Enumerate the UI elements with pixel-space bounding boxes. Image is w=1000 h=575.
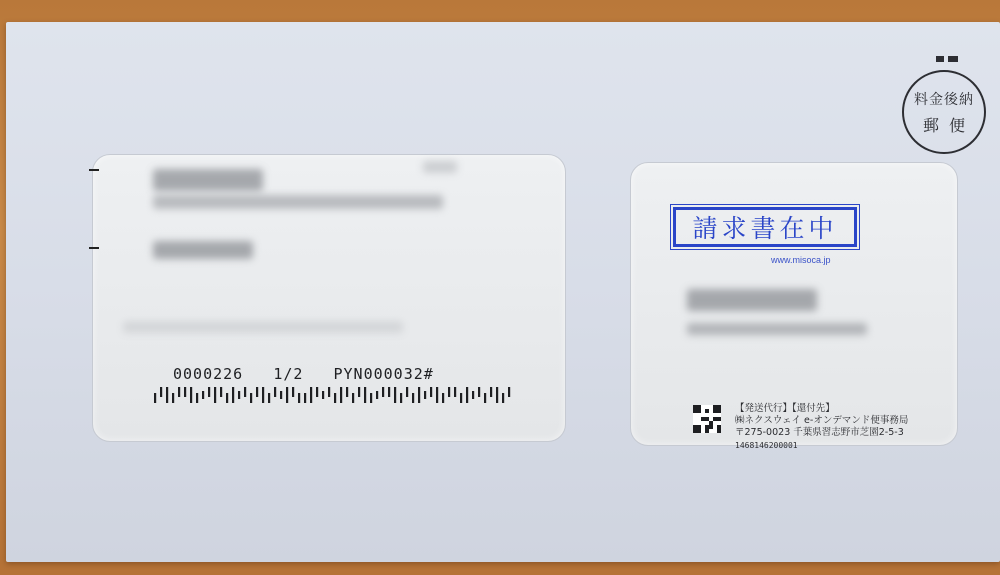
barcode-bar	[502, 393, 504, 403]
postal-barcode	[153, 387, 513, 403]
barcode-bar	[400, 393, 402, 403]
postage-paid-mark	[902, 70, 986, 154]
redacted-recipient-name	[153, 241, 253, 259]
redacted-sender-name	[687, 289, 817, 311]
barcode-bar	[292, 387, 294, 397]
barcode-bar	[364, 387, 366, 403]
barcode-bar	[178, 387, 180, 397]
barcode-bar	[394, 387, 396, 403]
barcode-bar	[424, 391, 426, 399]
barcode-bar	[496, 387, 498, 403]
barcode-bar	[358, 387, 360, 397]
barcode-bar	[382, 387, 384, 397]
barcode-bar	[448, 387, 450, 397]
barcode-bar	[472, 391, 474, 399]
barcode-bar	[190, 387, 192, 403]
barcode-bar	[262, 387, 264, 403]
edge-tick	[89, 169, 99, 171]
redacted-address-line	[153, 195, 443, 209]
barcode-bar	[166, 387, 168, 403]
sender-info	[735, 403, 908, 439]
barcode-bar	[238, 391, 240, 399]
barcode-bar	[340, 387, 342, 403]
barcode-bar	[322, 391, 324, 399]
barcode-bar	[352, 393, 354, 403]
corner-mark	[936, 56, 958, 62]
postage-line-2: 郵便	[922, 115, 975, 135]
sender-line-1: 【発送代行】【還付先】	[735, 403, 835, 414]
tracking-code-line	[173, 365, 434, 383]
barcode-bar	[310, 387, 312, 403]
barcode-bar	[226, 393, 228, 403]
recipient-address-window	[92, 154, 566, 442]
barcode-bar	[202, 391, 204, 399]
website-url: www.misoca.jp	[771, 255, 831, 265]
barcode-bar	[334, 393, 336, 403]
barcode-bar	[304, 393, 306, 403]
barcode-bar	[406, 387, 408, 397]
barcode-bar	[268, 393, 270, 403]
barcode-bar	[454, 387, 456, 397]
barcode-bar	[490, 387, 492, 397]
barcode-bar	[184, 387, 186, 397]
barcode-bar	[436, 387, 438, 403]
barcode-bar	[298, 393, 300, 403]
sender-line-3: 〒275-0023 千葉県習志野市芝園2-5-3	[735, 427, 904, 438]
barcode-bar	[274, 387, 276, 397]
edge-tick	[89, 247, 99, 249]
barcode-bar	[280, 391, 282, 399]
barcode-bar	[388, 387, 390, 397]
barcode-bar	[328, 387, 330, 397]
redacted-postal-code	[153, 169, 263, 191]
page-index: 1/2	[273, 365, 304, 383]
barcode-bar	[460, 393, 462, 403]
invoice-enclosed-stamp: 請求書在中	[673, 207, 857, 247]
serial-number: 1468146200001	[735, 441, 798, 450]
redacted-faint-line	[123, 321, 403, 333]
barcode-bar	[154, 393, 156, 403]
barcode-bar	[376, 391, 378, 399]
envelope	[6, 22, 1000, 562]
barcode-bar	[370, 393, 372, 403]
redacted-sender-address	[687, 323, 867, 335]
barcode-bar	[160, 387, 162, 397]
barcode-bar	[214, 387, 216, 403]
barcode-bar	[478, 387, 480, 397]
barcode-bar	[220, 387, 222, 397]
barcode-bar	[208, 387, 210, 397]
barcode-bar	[430, 387, 432, 397]
barcode-bar	[250, 393, 252, 403]
barcode-bar	[196, 393, 198, 403]
postage-line-1: 料金後納	[914, 91, 974, 108]
redacted-mark	[423, 161, 457, 173]
barcode-bar	[244, 387, 246, 397]
barcode-bar	[466, 387, 468, 403]
sender-line-2: ㈱ネクスウェイ e-オンデマンド便事務局	[735, 415, 909, 426]
barcode-bar	[232, 387, 234, 403]
tracking-number: 0000226	[173, 365, 244, 383]
qr-code-icon	[693, 405, 721, 433]
barcode-bar	[286, 387, 288, 403]
barcode-bar	[508, 387, 510, 397]
barcode-bar	[256, 387, 258, 397]
barcode-bar	[412, 393, 414, 403]
barcode-bar	[484, 393, 486, 403]
sender-window	[630, 162, 958, 450]
barcode-bar	[346, 387, 348, 397]
barcode-bar	[442, 393, 444, 403]
barcode-bar	[172, 393, 174, 403]
customer-code: PYN000032#	[333, 365, 434, 383]
barcode-bar	[418, 387, 420, 403]
barcode-bar	[316, 387, 318, 397]
